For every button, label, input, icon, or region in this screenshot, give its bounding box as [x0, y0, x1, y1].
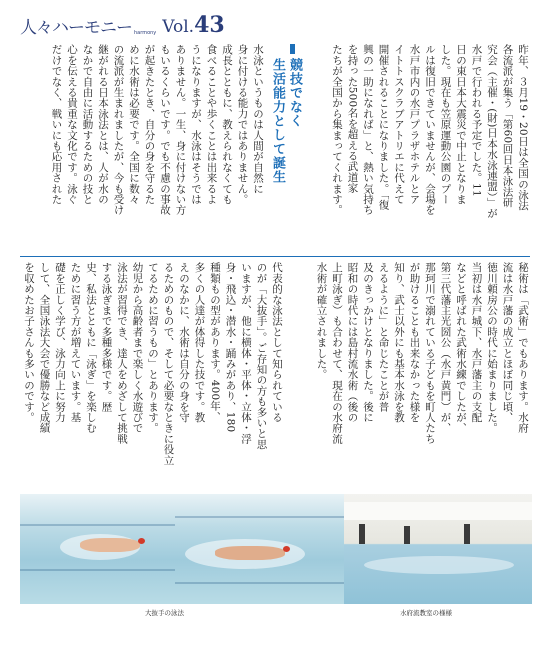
- volume-label: Vol.43: [162, 12, 225, 38]
- text-line: を持った500名を超える武道家: [346, 44, 359, 194]
- text-line: 成長とともに、教えられなくても: [221, 44, 233, 205]
- text-line: もいるくらいです。でも不慮の事故: [159, 44, 171, 216]
- text-line: ルは復旧できていませんが、会場を: [424, 44, 436, 216]
- text-line: イトトスクラブアトリエに代えて: [393, 44, 405, 205]
- text-line: 食べることや歩くことは出来るよ: [205, 44, 218, 205]
- text-line: 心を伝える貴重な文化です。泳ぐ: [66, 44, 78, 205]
- section-divider: [20, 256, 530, 257]
- text-line: 秘術は「武術」でもあります。水府: [517, 262, 529, 434]
- heading-1-bar: [290, 44, 295, 54]
- text-line: のが「大抜手」。ご存知の方も多いと思: [255, 262, 268, 450]
- text-line: を収めたお子さんも多いのです。: [23, 262, 35, 423]
- text-line: てるために習うもの」とあります。: [147, 262, 159, 434]
- text-line: が助けることも出来なかった様を: [408, 262, 421, 423]
- text-line: るためのもので、そして必要なときに役立: [162, 262, 175, 466]
- text-line: 第三代藩主光圀公（水戸黄門）が、: [439, 262, 452, 434]
- text-line: 泳法が習得でき、達人をめざして挑戦: [116, 262, 128, 444]
- text-line: うになりますが、水泳はそうでは: [190, 44, 202, 205]
- text-line: 当初は水戸城下、水戸藩主の支配: [470, 262, 483, 423]
- text-line: 代表的な泳法として知られている: [271, 262, 283, 423]
- text-line: 究会（主催・(財)日本水泳連盟）」が: [486, 44, 498, 219]
- text-line: などと呼ばれた武術水練でしたが、: [455, 262, 467, 434]
- text-line: の流派が生まれましたが、今も受け: [112, 44, 125, 216]
- text-line: 礎を正しく学び、泳力向上に努力: [54, 262, 66, 423]
- photo-class: [344, 494, 532, 604]
- text-line: 及のきっかけとなりました。後に: [362, 262, 374, 423]
- text-line: めに水術は必要です。全国に数々: [128, 44, 140, 205]
- text-line: 幼児から高齢者まで楽しく水遊びで: [131, 262, 144, 434]
- text-line: 多くの人達が体得した技です。教: [193, 262, 206, 423]
- text-line: 那珂川で溺れている子どもを町人たち: [424, 262, 436, 444]
- text-line: した。現在も笠原運動公園のプー: [439, 44, 452, 205]
- volume-number: 43: [194, 12, 225, 38]
- text-line: えのなかに、水術は自分の身を守: [178, 262, 190, 423]
- text-line: する泳ぎまで多種多様です。歴: [100, 262, 113, 412]
- text-line: して、全国泳法大会で優勝など成績: [38, 262, 51, 434]
- text-line: 身・飛込・潜水・踊みがあり、180: [224, 262, 237, 433]
- text-line: 昨年、３月19・20日は全国の泳法: [517, 44, 529, 211]
- photo-caption-3: 水府流教室の様様: [400, 609, 452, 617]
- text-line: 継がれる日本泳法とは、人が水の: [97, 44, 109, 205]
- text-column-4b: [20, 262, 284, 484]
- text-column-3: [312, 262, 530, 484]
- text-column-1: [320, 44, 530, 249]
- magazine-header: [20, 12, 225, 38]
- text-line: えるように」と命じたことが普: [377, 262, 390, 412]
- magazine-logo-sub: harmony: [134, 30, 157, 36]
- text-column-2: [20, 44, 265, 249]
- text-line: 史、私法とともに「泳ぎ」を楽しむ: [85, 262, 97, 434]
- photo-swimmer-1: [20, 494, 190, 604]
- text-line: なかで自由に活動するための技と: [81, 44, 94, 205]
- text-line: いますが、他に横体・平体・立体・浮: [240, 262, 252, 444]
- text-line: 知り、武士以外にも基本水泳を教: [393, 262, 405, 423]
- photo-strip: [0, 494, 546, 671]
- text-line: 水泳というものは人間が自然に: [252, 44, 264, 194]
- text-line: 水術が確立されました。: [315, 262, 328, 380]
- text-line: 各流派が集う「第60回日本泳法研: [501, 44, 514, 208]
- photo-swimmer-2: [175, 494, 345, 604]
- heading-1: 競技でなく 生活能力として誕生: [270, 58, 302, 184]
- text-line: 水戸市内の水戸プラザホテルとア: [408, 44, 421, 205]
- text-line: 水戸で行われる予定でした。11: [470, 44, 483, 197]
- magazine-logo: 人々ハーモニー: [20, 18, 132, 38]
- text-line: 興の一助になれば」と、熱い気持ち: [362, 44, 374, 216]
- text-line: 日の東日本大震災で中止となりま: [455, 44, 467, 205]
- text-line: 身に付ける能力ではありません。: [236, 44, 249, 205]
- text-line: たちが全国から集まってくれます。: [331, 44, 343, 216]
- text-line: 上町泳ぎ）も合わせて、現在の水府流: [331, 262, 343, 444]
- text-line: 徳川頼房公の時代に始まりました。: [486, 262, 498, 434]
- text-line: だけでなく、戦いにも応用された: [50, 44, 63, 205]
- text-line: 昭和の時代には島村流水術（後の: [346, 262, 359, 423]
- text-line: 流は水戸藩の成立とほぼ同じ頃、: [501, 262, 514, 423]
- text-line: ために習う方が増えています。基: [69, 262, 82, 423]
- text-line: 種類もの型があります。400年、: [209, 262, 221, 422]
- text-line: 開催されることになりました。「復: [377, 44, 390, 210]
- text-line: ありません。一生、身に付けない方: [174, 44, 187, 216]
- text-line: が起きたとき、自分の身を守るた: [143, 44, 156, 205]
- photo-caption-1: 大抜手の泳法: [145, 609, 184, 617]
